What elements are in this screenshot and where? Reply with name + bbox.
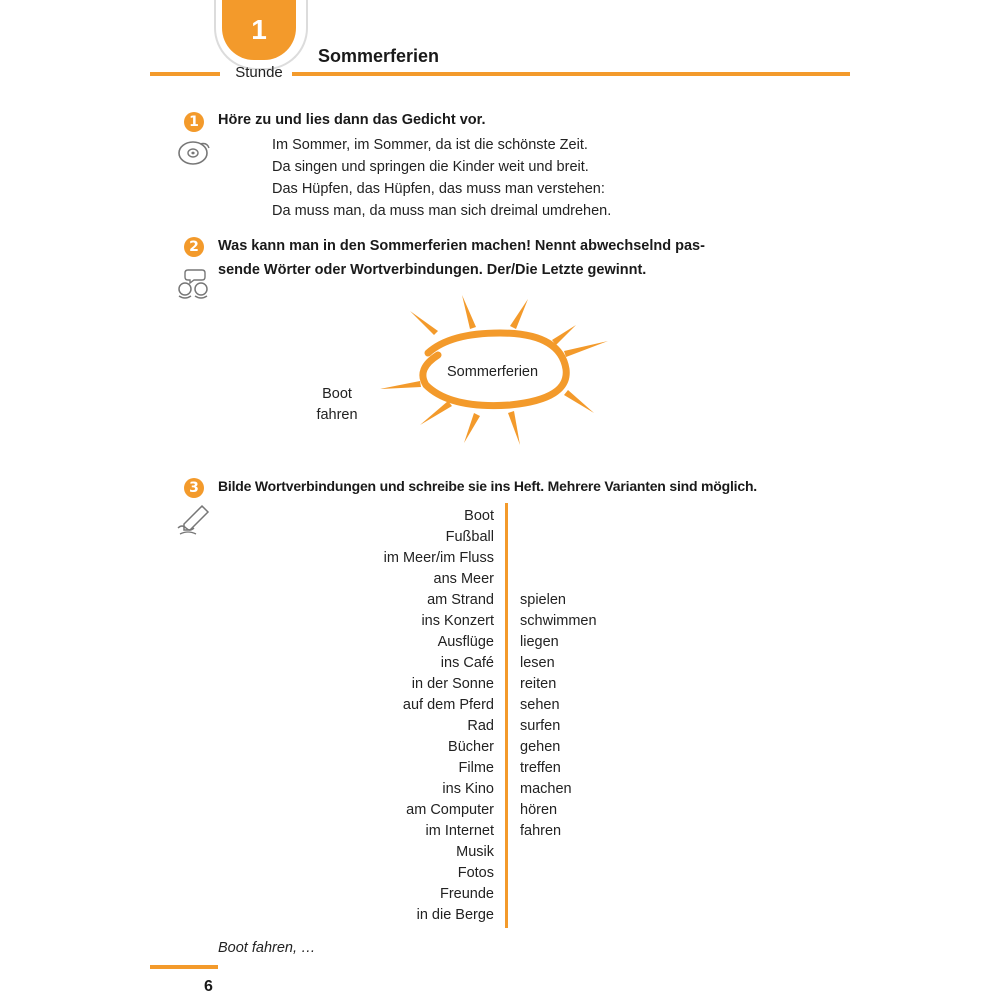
noun-item: ans Meer [433, 571, 494, 587]
mind-map-example-line2: fahren [316, 407, 358, 423]
verb-item: reiten [520, 676, 557, 692]
exercise-2-number: 2 [184, 237, 204, 257]
verb-item: schwimmen [520, 613, 597, 629]
exercise-3-number: 3 [184, 478, 204, 498]
exercise-1-instruction: Höre zu und lies dann das Gedicht vor. [218, 112, 486, 128]
verb-column [520, 590, 597, 842]
noun-item: am Computer [406, 802, 494, 818]
header-rule-left [150, 72, 220, 76]
exercise-3-example: Boot fahren, … [218, 940, 316, 956]
noun-item: ins Kino [442, 781, 494, 797]
footer-rule [150, 965, 218, 969]
noun-item: ins Café [440, 655, 494, 671]
group-talk-icon [174, 266, 214, 300]
poem [272, 134, 611, 222]
verb-item: surfen [520, 718, 561, 734]
noun-item: Fotos [457, 865, 494, 881]
sun-center-label: Sommerferien [447, 364, 539, 380]
writing-hand-icon [176, 504, 212, 536]
poem-line: Da singen und springen die Kinder weit und breit. [272, 159, 589, 175]
lesson-word: Stunde [235, 64, 283, 81]
noun-item: im Meer/im Fluss [383, 550, 494, 566]
header-rule-right [292, 72, 850, 76]
lesson-number-badge [222, 0, 296, 60]
noun-item: in die Berge [416, 907, 494, 923]
verb-item: liegen [520, 634, 559, 650]
column-divider [505, 503, 508, 928]
noun-item: Rad [467, 718, 494, 734]
noun-item: auf dem Pferd [402, 697, 494, 713]
mind-map-example [312, 384, 362, 426]
verb-item: lesen [520, 655, 555, 671]
exercise-2-instruction-line1: Was kann man in den Sommerferien machen! Nennt abwechselnd pas- [218, 238, 705, 254]
poem-line: Im Sommer, im Sommer, da ist die schönste Zeit. [272, 137, 588, 153]
noun-item: Boot [464, 508, 494, 524]
noun-item: ins Konzert [421, 613, 494, 629]
page-title: Sommerferien [318, 46, 440, 66]
verb-item: fahren [520, 823, 562, 839]
verb-item: gehen [520, 739, 561, 755]
noun-item: in der Sonne [411, 676, 494, 692]
cd-icon [176, 138, 212, 168]
page-number: 6 [204, 978, 213, 995]
exercise-2-instruction-line2: sende Wörter oder Wortverbindungen. Der/Die Letzte gewinnt. [218, 262, 647, 278]
noun-item: Filme [458, 760, 494, 776]
noun-item: Bücher [448, 739, 494, 755]
noun-item: im Internet [425, 823, 494, 839]
exercise-3-instruction: Bilde Wortverbindungen und schreibe sie ins Heft. Mehrere Varianten sind möglich. [218, 478, 757, 494]
verb-item: hören [520, 802, 558, 818]
exercise-1-number: 1 [184, 112, 204, 132]
poem-line: Da muss man, da muss man sich dreimal umdrehen. [272, 203, 612, 219]
noun-item: Freunde [439, 886, 494, 902]
noun-item: Fußball [445, 529, 494, 545]
verb-item: sehen [520, 697, 560, 713]
mind-map-example-line1: Boot [322, 386, 352, 402]
noun-item: am Strand [427, 592, 494, 608]
verb-item: treffen [520, 760, 561, 776]
verb-item: spielen [520, 592, 566, 608]
lesson-number: 1 [251, 14, 267, 45]
poem-line: Das Hüpfen, das Hüpfen, das muss man verstehen: [272, 181, 605, 197]
noun-column [330, 506, 494, 926]
noun-item: Ausflüge [437, 634, 494, 650]
noun-item: Musik [456, 844, 494, 860]
verb-item: machen [520, 781, 572, 797]
